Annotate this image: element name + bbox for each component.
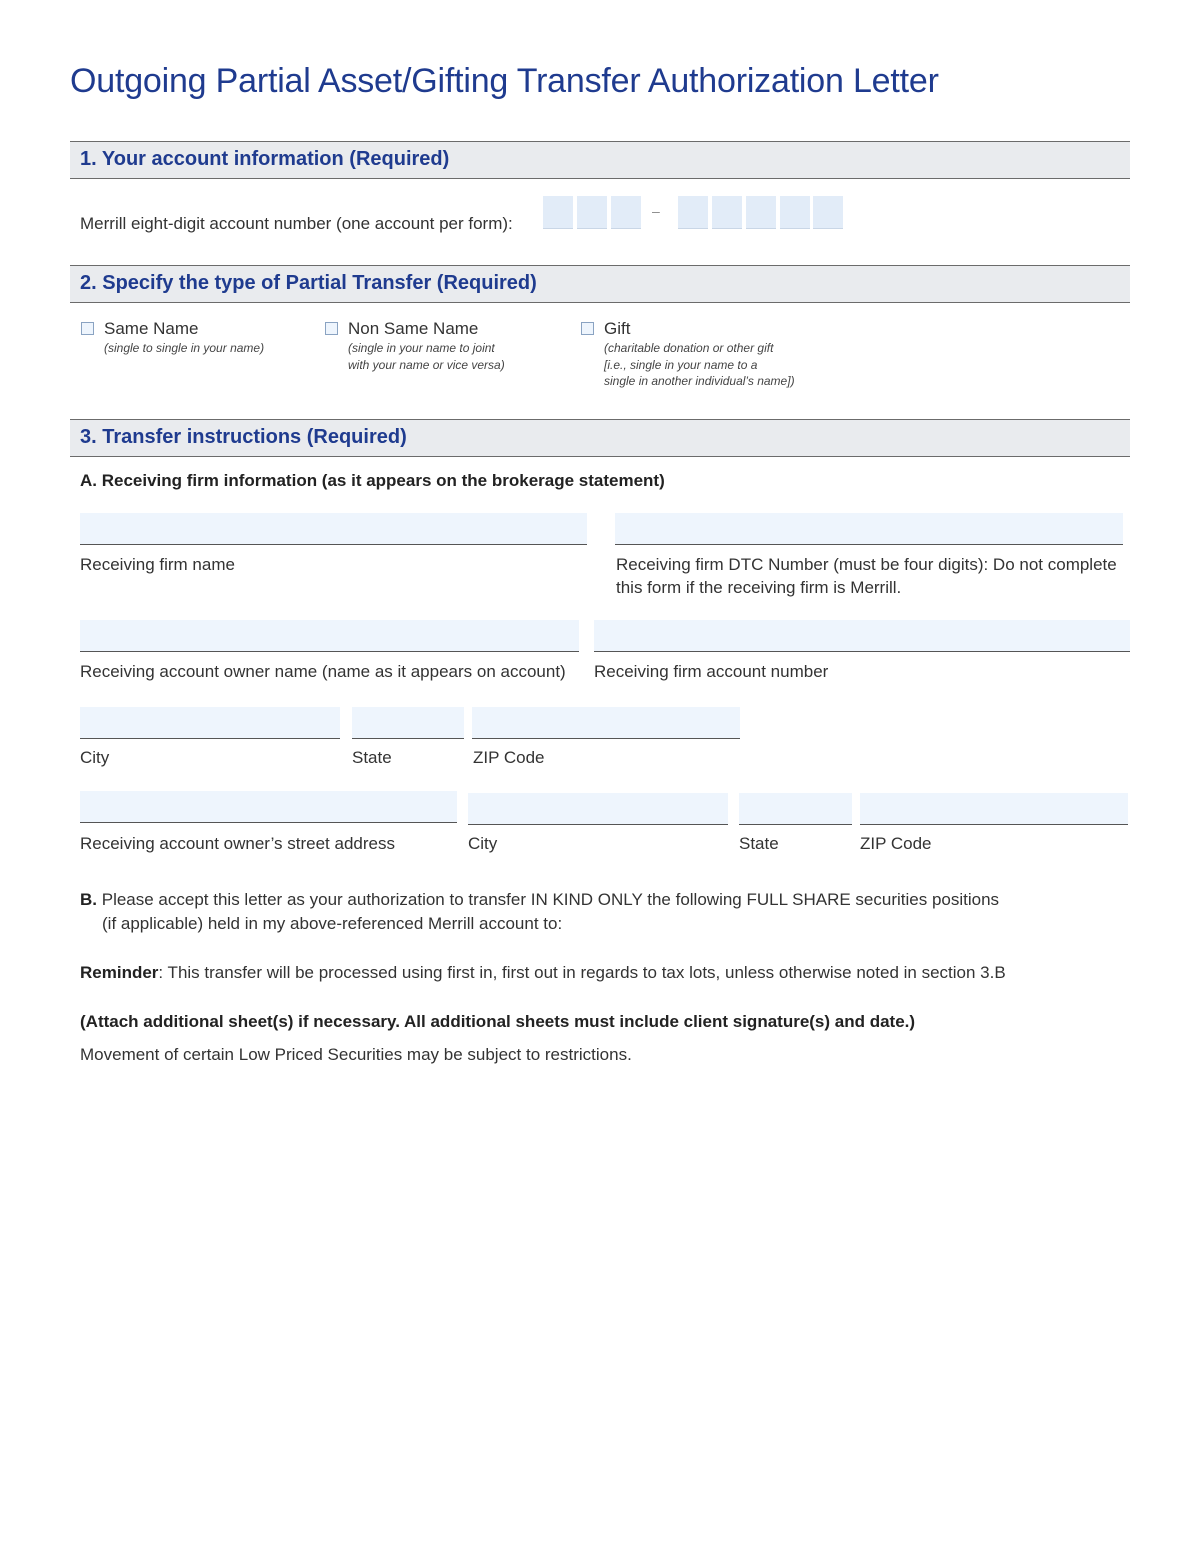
account-digit-3[interactable] (611, 196, 641, 229)
city-label: City (80, 748, 110, 767)
low-priced-note: Movement of certain Low Priced Securities may be subject to restrictions. (80, 1045, 632, 1064)
account-digit-2[interactable] (577, 196, 607, 229)
dtc-number-input[interactable] (615, 513, 1123, 545)
zip-code2-input[interactable] (860, 793, 1128, 825)
same-name-description: (single to single in your name) (104, 341, 265, 355)
firm-account-number-label: Receiving firm account number (594, 662, 829, 681)
attach-note: (Attach additional sheet(s) if necessary. All additional sheets must include client signature(s) and date.) (80, 1012, 916, 1031)
same-name-checkbox[interactable] (81, 322, 94, 335)
receiving-firm-name-label: Receiving firm name (80, 555, 235, 574)
section-1-header (70, 141, 1130, 179)
page-title: Outgoing Partial Asset/Gifting Transfer Authorization Letter (70, 62, 939, 100)
state2-label: State (739, 834, 779, 853)
receiving-firm-name-input[interactable] (80, 513, 587, 545)
state2-input[interactable] (739, 793, 852, 825)
section-3-header (70, 419, 1130, 457)
city2-label: City (468, 834, 498, 853)
owner-name-input[interactable] (80, 620, 579, 652)
section-1-heading: 1. Your account information (Required) (80, 148, 450, 170)
account-digit-1[interactable] (543, 196, 573, 229)
reminder-text: Reminder: This transfer will be processed using first in, first out in regards to tax lots, unless otherwise noted in section 3.B (80, 963, 1006, 982)
account-digit-4[interactable] (678, 196, 708, 229)
account-digit-8[interactable] (813, 196, 843, 229)
part-b-text: B. Please accept this letter as your authorization to transfer IN KIND ONLY the following FULL SHARE securities positions (if applicable) held in my above-referenced Merrill account to: (80, 890, 1000, 933)
account-digit-5[interactable] (712, 196, 742, 229)
part-a-heading: A. Receiving firm information (as it appears on the brokerage statement) (80, 471, 665, 490)
state-label: State (352, 748, 392, 767)
same-name-label: Same Name (104, 319, 199, 338)
zip-code2-label: ZIP Code (860, 834, 932, 853)
non-same-name-description: (single in your name to joint with your name or vice versa) (348, 341, 505, 372)
city-input[interactable] (80, 707, 340, 739)
part-b-letter: B. (80, 890, 97, 909)
zip-code-label: ZIP Code (473, 748, 545, 767)
account-digit-6[interactable] (746, 196, 776, 229)
section-2-header (70, 265, 1130, 303)
account-digit-7[interactable] (780, 196, 810, 229)
street-address-label: Receiving account owner’s street address (80, 834, 395, 853)
section-2-heading: 2. Specify the type of Partial Transfer (Required) (80, 272, 537, 294)
non-same-name-label: Non Same Name (348, 319, 479, 338)
owner-name-label: Receiving account owner name (name as it appears on account) (80, 662, 566, 681)
gift-description: (charitable donation or other gift [i.e., single in your name to a single in another individual’s name]) (604, 341, 795, 388)
dtc-number-label: Receiving firm DTC Number (must be four digits): Do not complete this form if the receiving firm is Merrill. (616, 555, 1117, 597)
non-same-name-checkbox[interactable] (325, 322, 338, 335)
account-number-label: Merrill eight-digit account number (one account per form): (80, 214, 513, 233)
gift-checkbox[interactable] (581, 322, 594, 335)
zip-code-input[interactable] (472, 707, 740, 739)
street-address-input[interactable] (80, 791, 457, 823)
firm-account-number-input[interactable] (594, 620, 1130, 652)
city2-input[interactable] (468, 793, 728, 825)
account-separator: – (652, 203, 660, 219)
state-input[interactable] (352, 707, 464, 739)
gift-label: Gift (604, 319, 631, 338)
section-3-heading: 3. Transfer instructions (Required) (80, 426, 407, 448)
